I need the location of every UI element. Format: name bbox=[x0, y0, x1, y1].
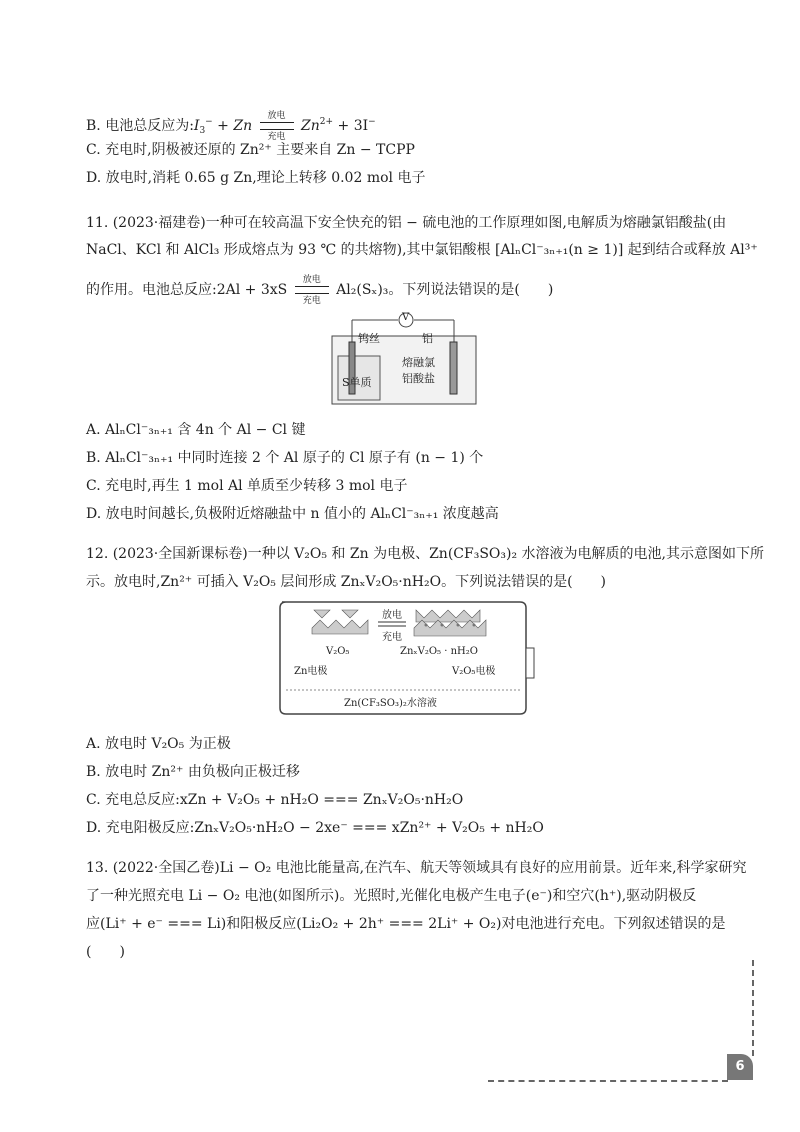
page-number: 6 bbox=[727, 1054, 753, 1080]
charge-label: 充电 bbox=[382, 632, 402, 643]
q11-stem-line2: NaCl、KCl 和 AlCl₃ 形成熔点为 93 ℃ 的共熔物),其中氯铝酸根 [AlₙCl⁻₃ₙ₊₁(n ≥ 1)] 起到结合或释放 Al³⁺ bbox=[86, 242, 758, 258]
zn-electrode-label: Zn电极 bbox=[294, 666, 328, 677]
q11-option-b: B. AlₙCl⁻₃ₙ₊₁ 中同时连接 2 个 Al 原子的 Cl 原子有 (n − 1) 个 bbox=[86, 450, 484, 466]
q13-stem-line4: ( ) bbox=[86, 944, 125, 960]
q11-option-a: A. AlₙCl⁻₃ₙ₊₁ 含 4n 个 Al − Cl 键 bbox=[86, 422, 306, 438]
q12-option-a: A. 放电时 V₂O₅ 为正极 bbox=[86, 736, 231, 752]
q11-stem-line3 bbox=[86, 275, 554, 306]
q13-stem-line1: 13. (2022·全国乙卷)Li − O₂ 电池比能量高,在汽车、航天等领域具有良好的应用前景。近年来,科学家研究 bbox=[86, 860, 747, 876]
sulfur-label: S单质 bbox=[342, 376, 372, 389]
q12-stem-line2: 示。放电时,Zn²⁺ 可插入 V₂O₅ 层间形成 ZnₓV₂O₅·nH₂O。下列说法错误的是( ) bbox=[86, 574, 606, 590]
tungsten-wire-label: 钨丝 bbox=[358, 332, 380, 345]
molten-salt-label-2: 铝酸盐 bbox=[402, 372, 435, 385]
q12-option-b: B. 放电时 Zn²⁺ 由负极向正极迁移 bbox=[86, 764, 300, 780]
q12-option-c: C. 充电总反应:xZn + V₂O₅ + nH₂O === ZnₓV₂O₅·nH₂O bbox=[86, 792, 464, 808]
page-border-dashes-vertical bbox=[752, 960, 754, 1056]
q10-option-b-suffix: 3I bbox=[353, 118, 369, 134]
q13-stem-line3: 应(Li⁺ + e⁻ === Li)和阳极反应(Li₂O₂ + 2h⁺ === 2Li⁺ + O₂)对电池进行充电。下列叙述错误的是 bbox=[86, 916, 726, 932]
q11-stem-line3-b: Al₂(Sₓ)₃。下列说法错误的是( ) bbox=[336, 282, 554, 298]
q10-option-b: B. 电池总反应为$:I_3^- + Zn$ 放电 充电 $Zn^{2+} + 3I^-$ bbox=[86, 111, 376, 142]
product-label: ZnₓV₂O₅ · nH₂O bbox=[400, 646, 478, 657]
q11-battery-figure bbox=[330, 306, 478, 406]
discharge-label: 放电 bbox=[382, 610, 402, 621]
reversible-arrow: 放电 充电 bbox=[260, 118, 294, 130]
q10-option-c: C. 充电时,阴极被还原的 Zn²⁺ 主要来自 Zn − TCPP bbox=[86, 142, 415, 158]
v2o5-electrode-label: V₂O₅电极 bbox=[452, 666, 496, 677]
voltmeter-icon: V bbox=[402, 312, 410, 323]
q10-option-d: D. 放电时,消耗 0.65 g Zn,理论上转移 0.02 mol 电子 bbox=[86, 170, 426, 186]
q11-option-d: D. 放电时间越长,负极附近熔融盐中 n 值小的 AlₙCl⁻₃ₙ₊₁ 浓度越高 bbox=[86, 506, 499, 522]
q12-stem-line1: 12. (2023·全国新课标卷)一种以 V₂O₅ 和 Zn 为电极、Zn(CF₃SO₃)₂ 水溶液为电解质的电池,其示意图如下所 bbox=[86, 546, 764, 562]
page-border-dashes-horizontal bbox=[488, 1080, 728, 1082]
reversible-arrow: 放电 充电 bbox=[295, 282, 329, 294]
aluminum-label: 铝 bbox=[422, 332, 433, 345]
q11-stem-line1: 11. (2023·福建卷)一种可在较高温下安全快充的铝 − 硫电池的工作原理如图,电解质为熔融氯铝酸盐(由 bbox=[86, 215, 727, 231]
q11-stem-line3-a: 的作用。电池总反应:2Al + 3xS bbox=[86, 282, 288, 298]
q11-option-c: C. 充电时,再生 1 mol Al 单质至少转移 3 mol 电子 bbox=[86, 478, 408, 494]
molten-salt-label-1: 熔融氯 bbox=[402, 356, 435, 369]
q12-option-d: D. 充电阳极反应:ZnₓV₂O₅·nH₂O − 2xe⁻ === xZn²⁺ + V₂O₅ + nH₂O bbox=[86, 820, 544, 836]
v2o5-label: V₂O₅ bbox=[326, 646, 350, 657]
q10-option-b-prefix: B. 电池总反应为: bbox=[86, 118, 194, 134]
q13-stem-line2: 了一种光照充电 Li − O₂ 电池(如图所示)。光照时,光催化电极产生电子(e⁻)和空穴(h⁺),驱动阴极反 bbox=[86, 888, 697, 904]
q12-battery-figure bbox=[276, 598, 538, 718]
electrolyte-label: Zn(CF₃SO₃)₂水溶液 bbox=[344, 698, 437, 709]
